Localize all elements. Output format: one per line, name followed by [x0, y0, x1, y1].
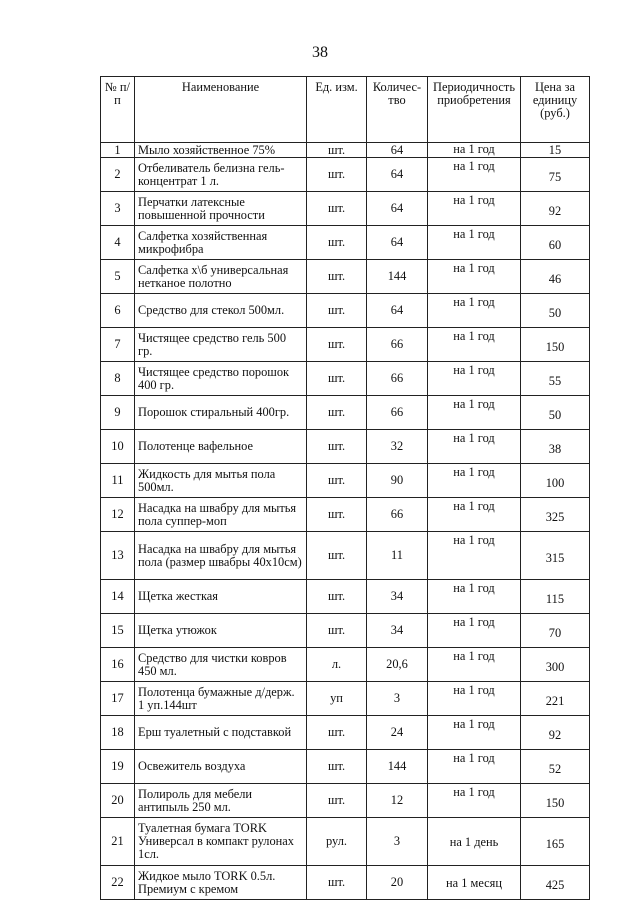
cell-price: 46: [521, 260, 590, 294]
cell-price: 325: [521, 498, 590, 532]
table-row: [101, 158, 590, 192]
cell-num: 3: [101, 192, 135, 226]
cell-name: Чистящее средство порошок 400 гр.: [135, 362, 307, 396]
cell-price: 75: [521, 158, 590, 192]
cell-num: 18: [101, 716, 135, 750]
cell-period: на 1 месяц: [428, 866, 521, 900]
cell-name: Освежитель воздуха: [135, 750, 307, 784]
cell-price: 50: [521, 294, 590, 328]
table-row: [101, 294, 590, 328]
cell-qty: 90: [367, 464, 428, 498]
table-row: [101, 143, 590, 158]
cell-unit: шт.: [307, 464, 367, 498]
cell-num: 1: [101, 143, 135, 158]
cell-qty: 66: [367, 498, 428, 532]
cell-num: 5: [101, 260, 135, 294]
cell-qty: 3: [367, 682, 428, 716]
cell-period: на 1 год: [428, 260, 521, 294]
cell-unit: шт.: [307, 396, 367, 430]
cell-num: 4: [101, 226, 135, 260]
cell-period: на 1 год: [428, 226, 521, 260]
table-row: [101, 866, 590, 900]
cell-unit: шт.: [307, 158, 367, 192]
cell-unit: шт.: [307, 430, 367, 464]
header-period: Периодичность приобретения: [428, 77, 521, 143]
cell-num: 21: [101, 818, 135, 866]
cell-qty: 64: [367, 158, 428, 192]
cell-price: 15: [521, 143, 590, 158]
cell-unit: шт.: [307, 143, 367, 158]
cell-qty: 64: [367, 143, 428, 158]
cell-qty: 34: [367, 580, 428, 614]
cell-name: Салфетка х\б универсальная нетканое полотно: [135, 260, 307, 294]
cell-period: на 1 год: [428, 294, 521, 328]
cell-unit: л.: [307, 648, 367, 682]
cell-period: на 1 год: [428, 362, 521, 396]
cell-price: 92: [521, 192, 590, 226]
cell-price: 115: [521, 580, 590, 614]
cell-period: на 1 год: [428, 192, 521, 226]
table-row: [101, 328, 590, 362]
table-row: [101, 464, 590, 498]
cell-qty: 66: [367, 328, 428, 362]
cell-name: Полотенце вафельное: [135, 430, 307, 464]
cell-qty: 24: [367, 716, 428, 750]
table-row: [101, 682, 590, 716]
cell-price: 165: [521, 818, 590, 866]
cell-qty: 144: [367, 750, 428, 784]
cell-num: 8: [101, 362, 135, 396]
cell-name: Перчатки латексные повышенной прочности: [135, 192, 307, 226]
cell-period: на 1 год: [428, 396, 521, 430]
cell-name: Салфетка хозяйственная микрофибра: [135, 226, 307, 260]
table-row: [101, 532, 590, 580]
cell-qty: 20: [367, 866, 428, 900]
cell-num: 13: [101, 532, 135, 580]
cell-qty: 3: [367, 818, 428, 866]
cell-num: 12: [101, 498, 135, 532]
table-row: [101, 750, 590, 784]
cell-price: 50: [521, 396, 590, 430]
cell-unit: рул.: [307, 818, 367, 866]
table-row: [101, 648, 590, 682]
cell-name: Жидкость для мытья пола 500мл.: [135, 464, 307, 498]
cell-num: 11: [101, 464, 135, 498]
cell-qty: 64: [367, 294, 428, 328]
cell-unit: шт.: [307, 580, 367, 614]
cell-name: Насадка на швабру для мытья пола (размер швабры 40х10см): [135, 532, 307, 580]
cell-period: на 1 год: [428, 614, 521, 648]
cell-price: 300: [521, 648, 590, 682]
cell-name: Порошок стиральный 400гр.: [135, 396, 307, 430]
cell-num: 22: [101, 866, 135, 900]
table-row: [101, 580, 590, 614]
cell-period: на 1 год: [428, 464, 521, 498]
cell-name: Щетка жесткая: [135, 580, 307, 614]
cell-unit: шт.: [307, 614, 367, 648]
cell-price: 150: [521, 328, 590, 362]
cell-price: 150: [521, 784, 590, 818]
cell-price: 60: [521, 226, 590, 260]
cell-unit: шт.: [307, 226, 367, 260]
cell-name: Средство для чистки ковров 450 мл.: [135, 648, 307, 682]
cell-price: 55: [521, 362, 590, 396]
cell-name: Отбеливатель белизна гель-концентрат 1 л.: [135, 158, 307, 192]
cell-period: на 1 год: [428, 784, 521, 818]
table-row: [101, 498, 590, 532]
cell-period: на 1 год: [428, 430, 521, 464]
cell-unit: шт.: [307, 716, 367, 750]
cell-period: на 1 год: [428, 532, 521, 580]
table-header-row: [101, 77, 590, 143]
cell-price: 92: [521, 716, 590, 750]
cell-qty: 32: [367, 430, 428, 464]
cell-price: 315: [521, 532, 590, 580]
cell-name: Ерш туалетный с подставкой: [135, 716, 307, 750]
page-number: 38: [312, 44, 328, 61]
cell-qty: 12: [367, 784, 428, 818]
cell-unit: шт.: [307, 866, 367, 900]
cell-num: 6: [101, 294, 135, 328]
cell-period: на 1 год: [428, 648, 521, 682]
table-row: [101, 362, 590, 396]
cell-unit: шт.: [307, 784, 367, 818]
cell-unit: шт.: [307, 260, 367, 294]
table-row: [101, 192, 590, 226]
table-row: [101, 818, 590, 866]
cell-period: на 1 год: [428, 750, 521, 784]
cell-name: Полироль для мебели антипыль 250 мл.: [135, 784, 307, 818]
table-row: [101, 430, 590, 464]
cell-price: 425: [521, 866, 590, 900]
cell-num: 16: [101, 648, 135, 682]
cell-num: 20: [101, 784, 135, 818]
cell-name: Средство для стекол 500мл.: [135, 294, 307, 328]
header-num: № п/п: [101, 77, 135, 143]
cell-qty: 20,6: [367, 648, 428, 682]
cell-unit: уп: [307, 682, 367, 716]
cell-unit: шт.: [307, 532, 367, 580]
cell-num: 14: [101, 580, 135, 614]
table-row: [101, 226, 590, 260]
header-qty: Количес-тво: [367, 77, 428, 143]
cell-num: 9: [101, 396, 135, 430]
table-row: [101, 784, 590, 818]
supplies-table: [100, 76, 590, 900]
cell-period: на 1 год: [428, 580, 521, 614]
cell-name: Щетка утюжок: [135, 614, 307, 648]
cell-price: 70: [521, 614, 590, 648]
cell-num: 17: [101, 682, 135, 716]
cell-num: 15: [101, 614, 135, 648]
table-row: [101, 614, 590, 648]
header-price: Цена за единицу (руб.): [521, 77, 590, 143]
cell-period: на 1 год: [428, 328, 521, 362]
cell-price: 38: [521, 430, 590, 464]
cell-name: Полотенца бумажные д/держ. 1 уп.144шт: [135, 682, 307, 716]
cell-unit: шт.: [307, 362, 367, 396]
cell-name: Жидкое мыло TORK 0.5л. Премиум с кремом: [135, 866, 307, 900]
cell-price: 221: [521, 682, 590, 716]
cell-name: Мыло хозяйственное 75%: [135, 143, 307, 158]
cell-qty: 34: [367, 614, 428, 648]
cell-num: 2: [101, 158, 135, 192]
cell-num: 7: [101, 328, 135, 362]
cell-qty: 66: [367, 362, 428, 396]
cell-num: 10: [101, 430, 135, 464]
cell-qty: 64: [367, 192, 428, 226]
cell-period: на 1 день: [428, 818, 521, 866]
cell-name: Насадка на швабру для мытья пола суппер-моп: [135, 498, 307, 532]
cell-period: на 1 год: [428, 682, 521, 716]
cell-period: на 1 год: [428, 158, 521, 192]
cell-qty: 11: [367, 532, 428, 580]
cell-period: на 1 год: [428, 498, 521, 532]
header-name: Наименование: [135, 77, 307, 143]
cell-qty: 66: [367, 396, 428, 430]
header-unit: Ед. изм.: [307, 77, 367, 143]
table-row: [101, 260, 590, 294]
cell-name: Туалетная бумага TORK Универсал в компакт рулонах 1сл.: [135, 818, 307, 866]
cell-unit: шт.: [307, 498, 367, 532]
cell-name: Чистящее средство гель 500 гр.: [135, 328, 307, 362]
table-row: [101, 396, 590, 430]
cell-period: на 1 год: [428, 143, 521, 158]
cell-period: на 1 год: [428, 716, 521, 750]
cell-price: 100: [521, 464, 590, 498]
cell-num: 19: [101, 750, 135, 784]
cell-qty: 64: [367, 226, 428, 260]
cell-unit: шт.: [307, 294, 367, 328]
cell-unit: шт.: [307, 192, 367, 226]
cell-unit: шт.: [307, 328, 367, 362]
cell-price: 52: [521, 750, 590, 784]
cell-unit: шт.: [307, 750, 367, 784]
table-row: [101, 716, 590, 750]
cell-qty: 144: [367, 260, 428, 294]
